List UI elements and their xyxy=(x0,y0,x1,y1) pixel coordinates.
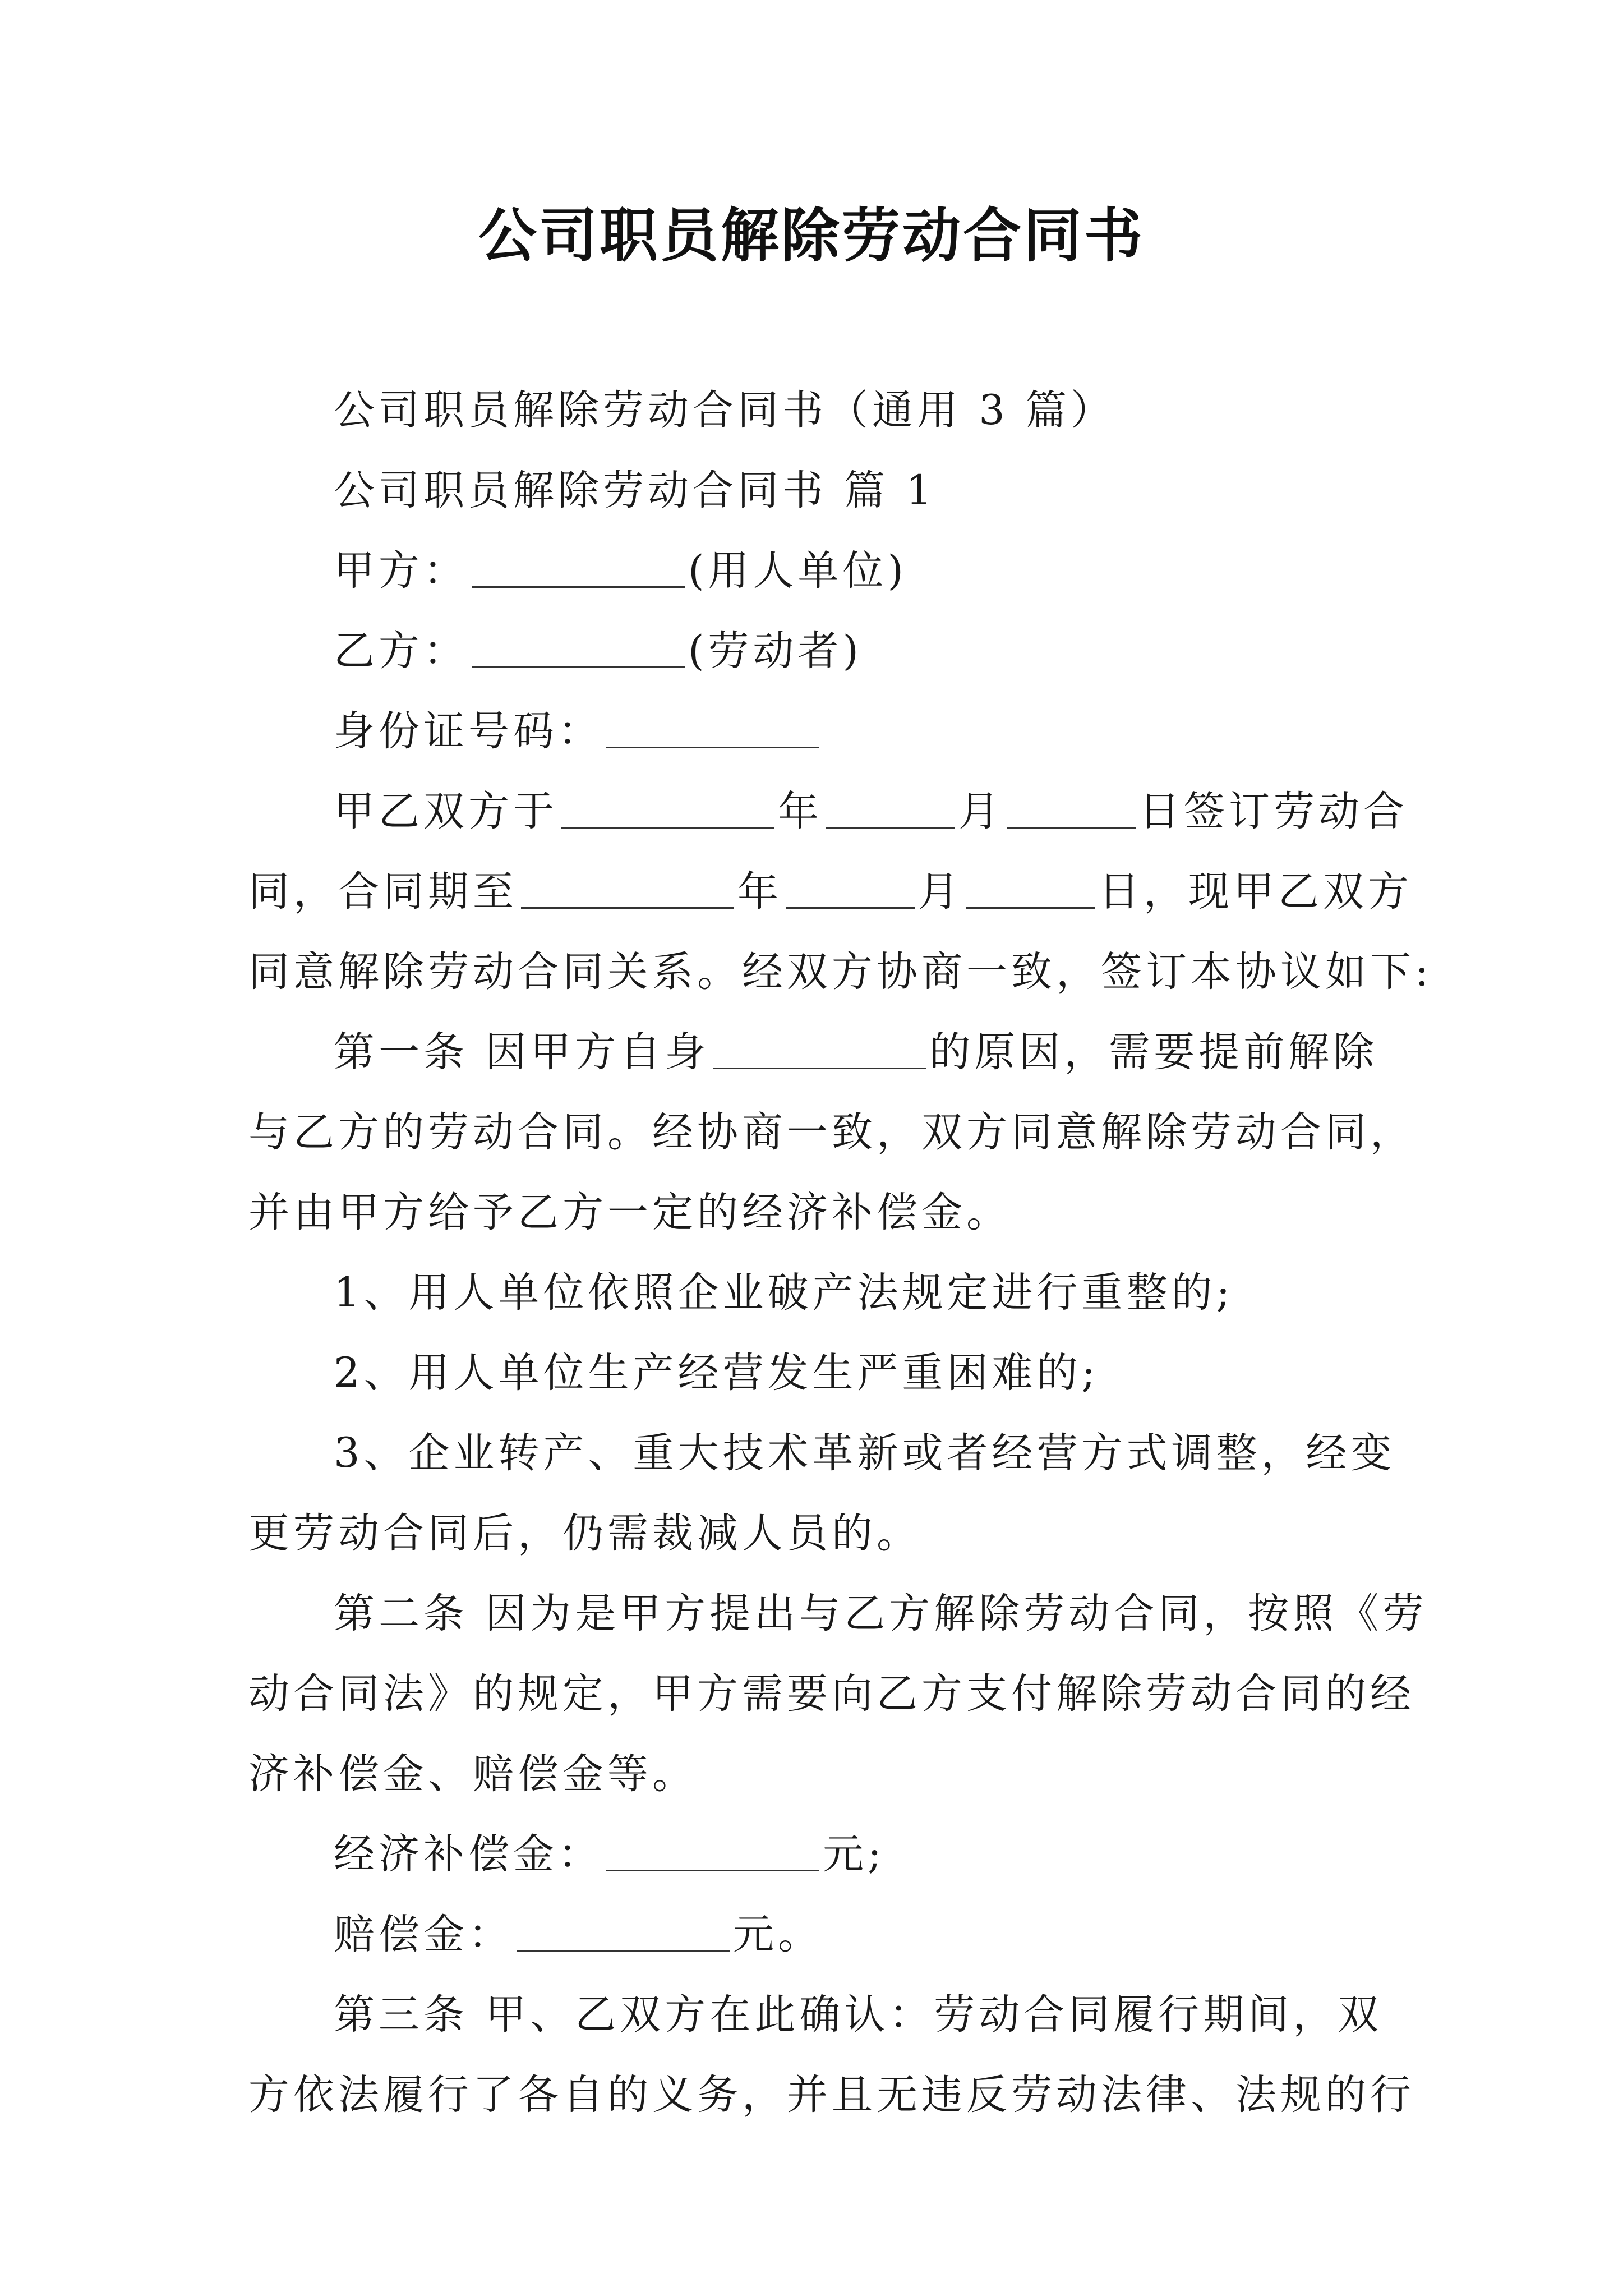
paragraph-1-line-2 xyxy=(248,852,1413,932)
id-number-blank[interactable] xyxy=(606,713,819,748)
reason-blank[interactable] xyxy=(713,1034,926,1069)
article-2-line-3: 济补偿金、赔偿金等。 xyxy=(248,1750,697,1798)
term-month-blank[interactable] xyxy=(786,873,915,909)
damages-label: 赔偿金： xyxy=(334,1911,513,1958)
month-label: 月 xyxy=(958,788,1003,835)
sign-day-blank[interactable] xyxy=(1007,793,1136,829)
list-item-3-line-2: 更劳动合同后，仍需裁减人员的。 xyxy=(248,1510,921,1557)
sign-year-blank[interactable] xyxy=(561,793,774,829)
p1-text: 日，现甲乙双方 xyxy=(1099,868,1413,915)
list-item-3-line-1: 3、企业转产、重大技术革新或者经营方式调整，经变 xyxy=(334,1429,1396,1477)
p1-text: 同，合同期至 xyxy=(248,868,518,915)
article-2-line-2: 动合同法》的规定，甲方需要向乙方支付解除劳动合同的经 xyxy=(248,1670,1415,1718)
compensation-line xyxy=(248,1814,1381,1894)
party-b-line xyxy=(248,611,1381,691)
article-3-line-1: 第三条 甲、乙双方在此确认：劳动合同履行期间，双 xyxy=(334,1991,1383,2039)
article-1-line-1 xyxy=(248,1012,1381,1092)
heading-general: 公司职员解除劳动合同书（通用 3 篇） xyxy=(334,386,1115,434)
article-1-line-2: 与乙方的劳动合同。经协商一致，双方同意解除劳动合同， xyxy=(248,1108,1415,1156)
sign-month-blank[interactable] xyxy=(826,793,955,829)
term-day-blank[interactable] xyxy=(966,873,1095,909)
compensation-label: 经济补偿金： xyxy=(334,1830,603,1878)
document-title: 公司职员解除劳动合同书 xyxy=(478,201,1145,270)
party-b-blank[interactable] xyxy=(472,633,685,668)
heading-part1: 公司职员解除劳动合同书 篇 1 xyxy=(334,467,936,514)
year-label: 年 xyxy=(778,788,823,835)
p1-text: 甲乙双方于 xyxy=(334,788,558,835)
damages-blank[interactable] xyxy=(517,1916,730,1952)
article-1-line-3: 并由甲方给予乙方一定的经济补偿金。 xyxy=(248,1189,1011,1236)
article-3-line-2: 方依法履行了各自的义务，并且无违反劳动法律、法规的行 xyxy=(248,2071,1415,2119)
p1-text: 日签订劳动合 xyxy=(1139,788,1408,835)
paragraph-1-line-3: 同意解除劳动合同关系。经双方协商一致，签订本协议如下: xyxy=(248,948,1433,996)
paragraph-1-line-1 xyxy=(248,771,1408,852)
id-label: 身份证号码： xyxy=(334,707,603,755)
party-a-line xyxy=(248,531,1381,611)
document-body xyxy=(248,370,1433,2135)
party-a-suffix: (用人单位) xyxy=(688,547,907,595)
article-1-text: 的原因，需要提前解除 xyxy=(929,1028,1378,1076)
list-item-1: 1、用人单位依照企业破产法规定进行重整的; xyxy=(334,1269,1234,1317)
party-a-label: 甲方： xyxy=(334,547,468,595)
compensation-unit: 元; xyxy=(823,1830,886,1878)
article-1-text: 第一条 因甲方自身 xyxy=(334,1028,710,1076)
month-label: 月 xyxy=(918,868,963,915)
damages-line xyxy=(248,1894,1381,1975)
party-b-suffix: (劳动者) xyxy=(688,627,863,675)
term-year-blank[interactable] xyxy=(521,873,734,909)
party-b-label: 乙方： xyxy=(334,627,468,675)
party-a-blank[interactable] xyxy=(472,553,685,588)
list-item-2: 2、用人单位生产经营发生严重困难的; xyxy=(334,1349,1100,1397)
compensation-blank[interactable] xyxy=(606,1836,819,1871)
article-2-line-1: 第二条 因为是甲方提出与乙方解除劳动合同，按照《劳 xyxy=(334,1590,1428,1637)
id-number-line xyxy=(248,691,1381,771)
damages-unit: 元。 xyxy=(733,1911,823,1958)
year-label: 年 xyxy=(737,868,782,915)
